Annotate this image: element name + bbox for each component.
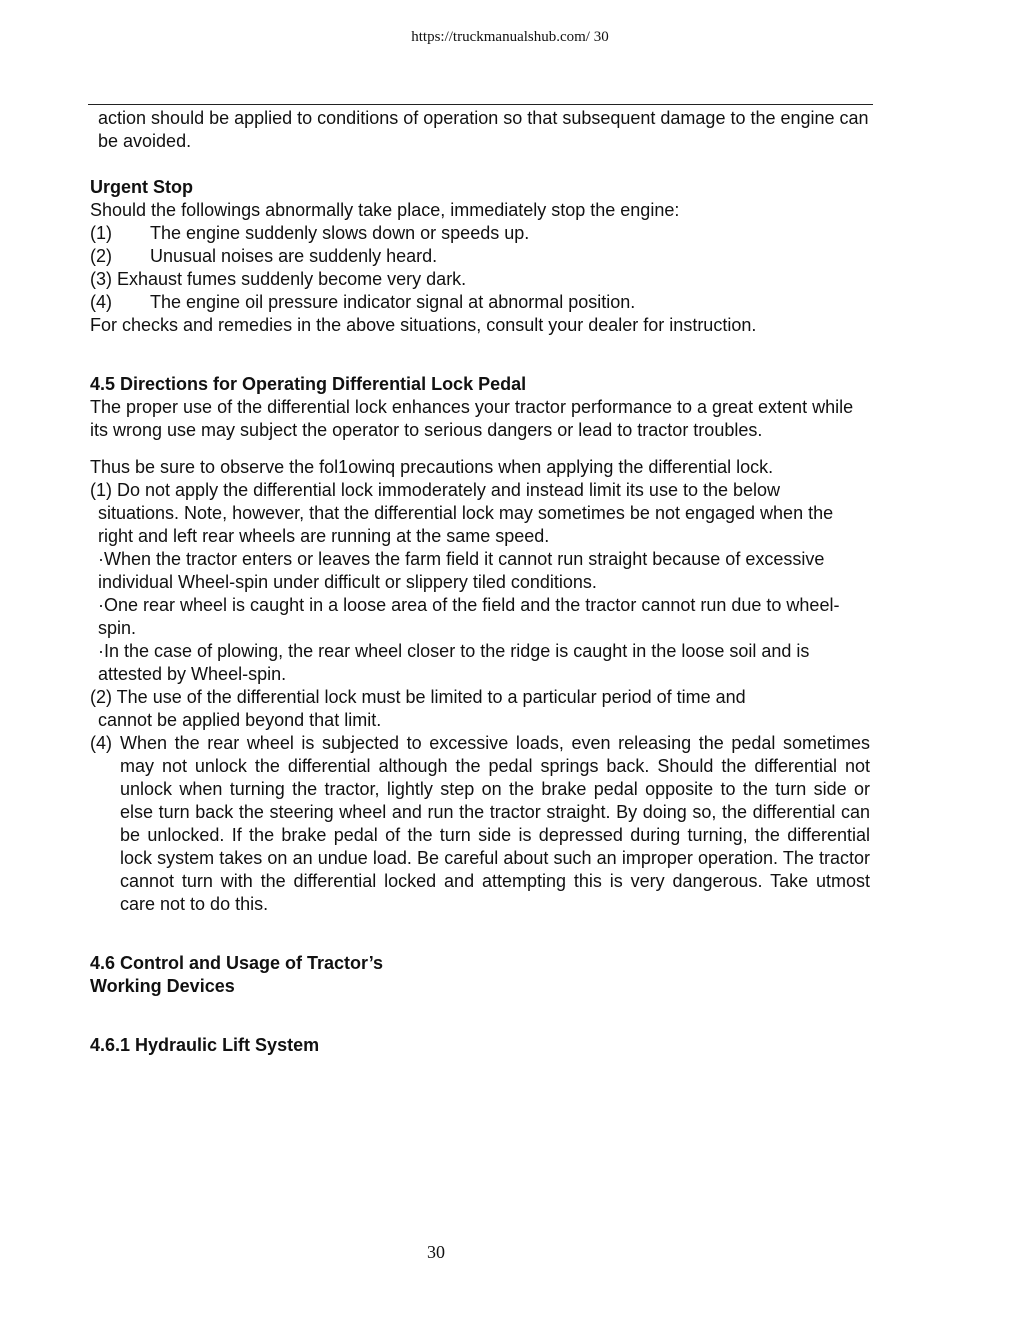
header-divider	[88, 104, 873, 105]
precaution-4	[90, 732, 870, 916]
list-item	[90, 291, 870, 314]
precaution-bullet: ·In the case of plowing, the rear wheel closer to the ridge is caught in the loose soil and is attested by Wheel-spin.	[98, 641, 810, 684]
list-item-number: (3)	[90, 269, 112, 289]
section-4-6-heading-line2: Working Devices	[90, 976, 235, 996]
list-item	[90, 245, 870, 268]
precaution-1-lead: (1) Do not apply the differential lock immoderately and instead limit its use to the below	[90, 480, 781, 500]
section-4-6-1-heading: 4.6.1 Hydraulic Lift System	[90, 1035, 320, 1055]
list-item	[90, 268, 870, 291]
list-item-text: The engine oil pressure indicator signal at abnormal position.	[150, 292, 636, 312]
list-item-number: (2)	[90, 246, 112, 266]
precaution-4-text: When the rear wheel is subjected to excessive loads, even releasing the pedal sometimes may not unlock the differential although the pedal springs back. Should the differential not unlock when turning the tractor, lightly step on the brake pedal opposite to the turn side or else turn back the steering wheel and run the tractor straight. By doing so, the differential can be unlocked. If the brake pedal of the turn side is depressed during turning, the differential lock system takes on an undue load. Be careful about such an improper operation. The tractor cannot turn with the differential locked and attempting this is very dangerous. Take utmost care not to do this.	[120, 733, 870, 914]
header-url: https://truckmanualshub.com/ 30	[411, 29, 609, 45]
urgent-stop-intro: Should the followings abnormally take place, immediately stop the engine:	[90, 200, 680, 220]
list-item-text: Exhaust fumes suddenly become very dark.	[117, 269, 467, 289]
precaution-2-lead: (2) The use of the differential lock must be limited to a particular period of time and	[90, 687, 746, 707]
precaution-2-text: cannot be applied beyond that limit.	[98, 710, 382, 730]
precaution-bullet: ·When the tractor enters or leaves the farm field it cannot run straight because of excessive individual Wheel-spin under difficult or slippery tiled conditions.	[98, 549, 825, 592]
section-4-5-heading: 4.5 Directions for Operating Differential Lock Pedal	[90, 374, 527, 394]
section-4-5-paragraph: The proper use of the differential lock enhances your tractor performance to a great extent while its wrong use may subject the operator to serious dangers or lead to tractor troubles.	[90, 397, 854, 440]
section-4-6-heading: 4.6 Control and Usage of Tractor’s	[90, 953, 384, 973]
page-content	[90, 107, 870, 1057]
precaution-4-number: (4)	[90, 733, 112, 753]
list-item-number: (1)	[90, 223, 112, 243]
precaution-1-text: situations. Note, however, that the differential lock may sometimes be not engaged when the right and left rear wheels are running at the same speed.	[98, 503, 834, 546]
section-4-5-paragraph: Thus be sure to observe the fol1owinq precautions when applying the differential lock.	[90, 457, 774, 477]
urgent-stop-heading: Urgent Stop	[90, 177, 193, 197]
continuation-text: action should be applied to conditions of operation so that subsequent damage to the engine can be avoided.	[98, 108, 869, 151]
list-item-number: (4)	[90, 292, 112, 312]
precaution-bullet: ·One rear wheel is caught in a loose area of the field and the tractor cannot run due to wheel-spin.	[98, 595, 840, 638]
list-item-text: Unusual noises are suddenly heard.	[150, 246, 438, 266]
urgent-stop-note: For checks and remedies in the above situations, consult your dealer for instruction.	[90, 315, 757, 335]
list-item	[90, 222, 870, 245]
list-item-text: The engine suddenly slows down or speeds up.	[150, 223, 530, 243]
page-number: 30	[427, 1242, 445, 1262]
